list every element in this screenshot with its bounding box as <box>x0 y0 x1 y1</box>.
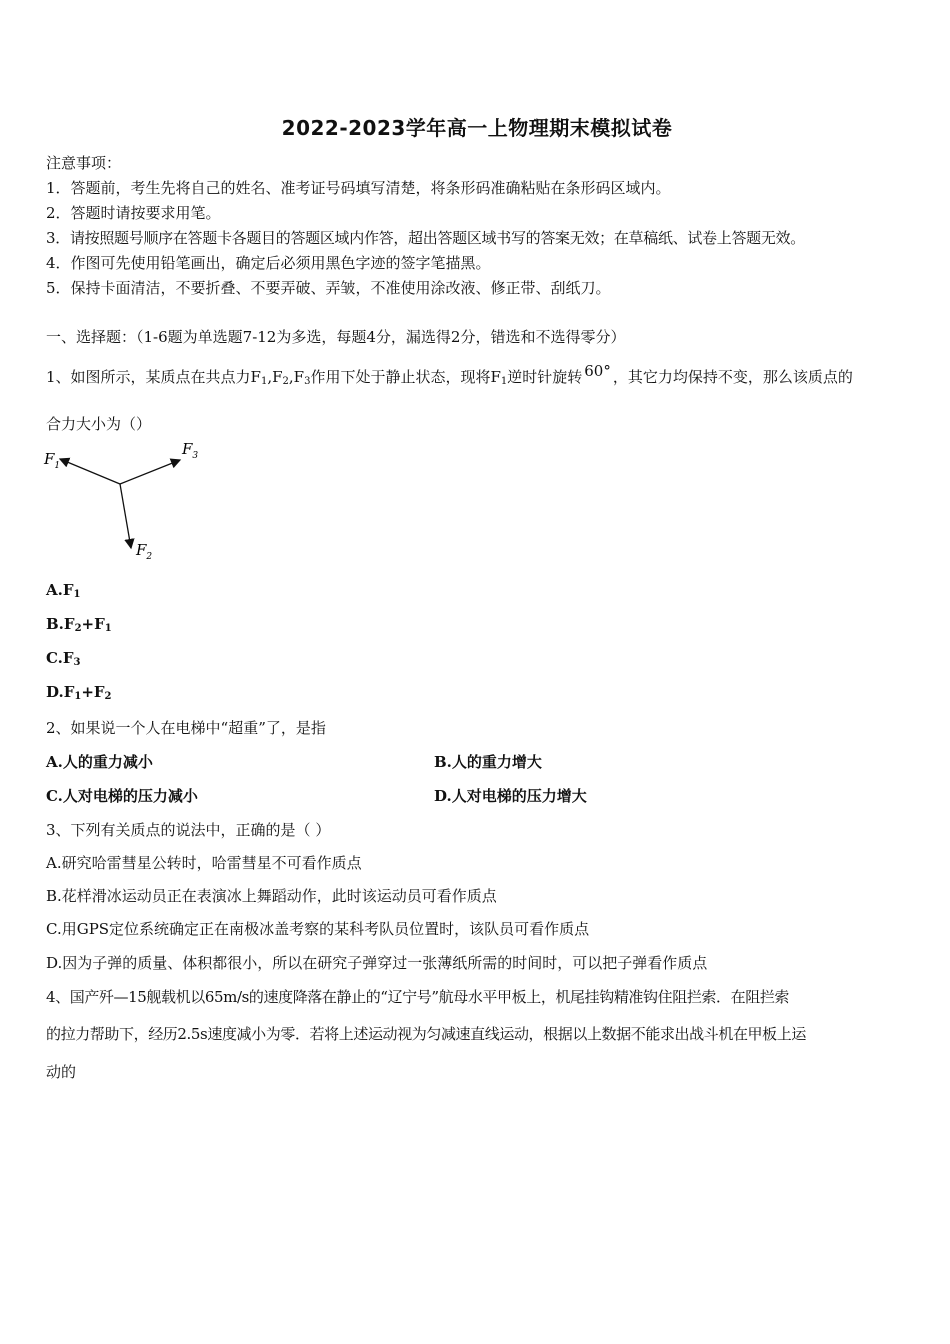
q1-text-c: 逆时针旋转 <box>507 368 583 386</box>
q4-stem-line1: 4、国产歼—15舰载机以65m/s的速度降落在静止的“辽宁号”航母水平甲板上，机尾挂钩精准钩住阻拦索．在阻拦索 <box>46 988 790 1006</box>
q3-option-b[interactable]: B.花样滑冰运动员正在表演冰上舞蹈动作，此时该运动员可看作质点 <box>46 887 497 905</box>
q1-option-a[interactable]: $A.F_1$ <box>46 581 81 600</box>
notice-item-3: 3．请按照题号顺序在答题卡各题目的答题区域内作答，超出答题区域书写的答案无效；在草稿纸、试卷上答题无效。 <box>46 229 805 247</box>
notice-item-4: 4．作图可先使用铅笔画出，确定后必须用黑色字迹的签字笔描黑。 <box>46 254 491 272</box>
q1-option-c[interactable]: $C.F_3$ <box>46 649 81 668</box>
notice-item-1: 1．答题前，考生先将自己的姓名、准考证号码填写清楚，将条形码准确粘贴在条形码区域内。 <box>46 179 671 197</box>
q2-option-c[interactable]: C.人对电梯的压力减小 <box>46 787 198 805</box>
q1-text-b: 作用下处于静止状态，现将F <box>310 368 501 386</box>
q1-stem-line2: 合力大小为（） <box>46 415 152 433</box>
q1-text-a: 1、如图所示，某质点在共点力F <box>46 368 261 386</box>
q1-option-b[interactable]: $B.F_2+F_1$ <box>46 615 112 634</box>
q1-sub-3: 3 <box>304 376 311 387</box>
q1-sub-1: 1 <box>260 376 268 387</box>
q2-option-b[interactable]: B.人的重力增大 <box>434 753 542 771</box>
force-diagram <box>42 436 212 566</box>
q2-option-d[interactable]: D.人对电梯的压力增大 <box>434 787 587 805</box>
q1-text-d: ，其它力均保持不变，那么该质点的 <box>612 368 853 386</box>
q3-option-c[interactable]: C.用GPS定位系统确定正在南极冰盖考察的某科考队员位置时，该队员可看作质点 <box>46 920 590 938</box>
q3-stem: 3、下列有关质点的说法中，正确的是（ ） <box>46 821 331 839</box>
force-f1-arrow <box>60 459 120 484</box>
page-title: 2022-2023学年高一上物理期末模拟试卷 <box>281 116 673 140</box>
q2-stem: 2、如果说一个人在电梯中“超重”了，是指 <box>46 719 326 737</box>
notice-item-2: 2．答题时请按要求用笔。 <box>46 204 221 222</box>
q3-option-d[interactable]: D.因为子弹的质量、体积都很小，所以在研究子弹穿过一张薄纸所需的时间时，可以把子弹看作质点 <box>46 954 708 972</box>
section-heading: 一、选择题：（1-6题为单选题7-12为多选，每题4分，漏选得2分，错选和不选得零分） <box>46 328 626 346</box>
q2-option-b-wrap <box>434 751 542 772</box>
q1-option-d[interactable]: $D.F_1+F_2$ <box>46 683 112 702</box>
q3-option-a[interactable]: A.研究哈雷彗星公转时，哈雷彗星不可看作质点 <box>46 854 362 872</box>
label-f1: $F_1$ <box>44 450 61 471</box>
force-f2-arrow <box>120 484 131 548</box>
q2-option-row2 <box>46 785 198 806</box>
q1-angle: 60° <box>584 362 611 380</box>
label-f2: $F_2$ <box>136 541 153 562</box>
q1-stem <box>46 362 853 387</box>
q4-stem-line3: 动的 <box>46 1063 77 1081</box>
force-f3-arrow <box>120 460 180 484</box>
q4-stem-line2: 的拉力帮助下，经历2.5s速度减小为零．若将上述运动视为匀减速直线运动，根据以上数据不能求出战斗机在甲板上运 <box>46 1025 806 1043</box>
notice-heading: 注意事项： <box>46 154 122 172</box>
q1-sub-4: 1 <box>500 376 508 387</box>
label-f3: $F_3$ <box>182 440 199 461</box>
q2-option-d-wrap <box>434 785 587 806</box>
q1-comma-1: ,F <box>267 368 283 386</box>
notice-item-5: 5．保持卡面清洁，不要折叠、不要弄破、弄皱，不准使用涂改液、修正带、刮纸刀。 <box>46 279 611 297</box>
q1-sub-2: 2 <box>282 376 289 387</box>
q1-comma-2: ,F <box>288 368 305 386</box>
q2-option-row1 <box>46 751 153 772</box>
q2-option-a[interactable]: A.人的重力减小 <box>46 753 153 771</box>
